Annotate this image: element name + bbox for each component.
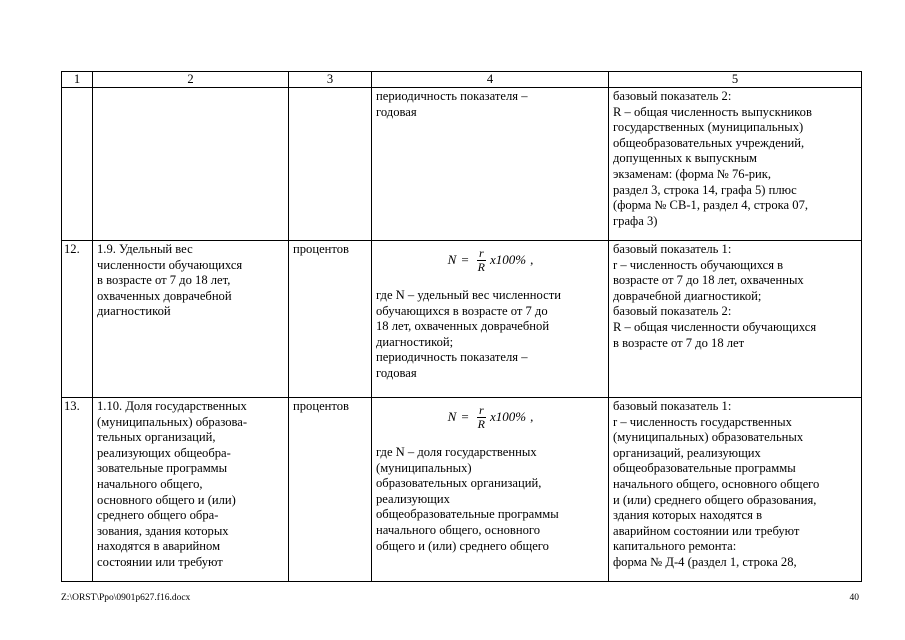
row-number: 12. (62, 241, 93, 398)
row-number (62, 88, 93, 241)
method-description: N = $\frac{r}{R}$ x100% , где N – доля государственных (муниципальных) образовательных организаций, реализующих общеобразовательные программы начального общего, основного общего и (или) среднего общего (372, 398, 609, 582)
table-header-row (62, 72, 862, 88)
file-path: Z:\ORST\Ppo\0901p627.f16.docx (61, 593, 191, 603)
page-footer (61, 591, 861, 605)
row-number: 13. (62, 398, 93, 582)
indicator-name: 1.10. Доля государственных (муниципальных) образова- тельных организаций, реализующих общеобра- зовательные программы начального общего, основного общего и (или) среднего общего обра- зования, здания которых находятся в аварийном состоянии или требуют (93, 398, 289, 582)
page-number: 40 (849, 593, 859, 603)
base-indicators: базовый показатель 2: R – общая численность выпускников государственных (муниципальных) общеобразовательных учреждений, допущенных к выпускным экзаменам: (форма № 76-рик, раздел 3, строка 14, графа 5) плюс (форма № СВ-1, раздел 4, строка 07, графа 3) (609, 88, 862, 241)
base-indicators: базовый показатель 1: r – численность обучающихся в возрасте от 7 до 18 лет, охваченных доврачебной диагностикой; базовый показатель 2: R – общая численности обучающихся в возрасте от 7 до 18 лет (609, 241, 862, 398)
method-description: N = $\frac{r}{R}$ x100% , где N – удельный вес численности обучающихся в возрасте от 7 до 18 лет, охваченных доврачебной диагностикой; периодичность показателя – годовая (372, 241, 609, 398)
header-cell: 3 (289, 72, 372, 88)
table-row (62, 398, 862, 582)
table-row (62, 241, 862, 398)
header-cell: 2 (93, 72, 289, 88)
indicator-name: 1.9. Удельный вес численности обучающихся в возрасте от 7 до 18 лет, охваченных доврачебной диагностикой (93, 241, 289, 398)
unit-of-measure: процентов (289, 398, 372, 582)
indicator-name (93, 88, 289, 241)
formula: N = $\frac{r}{R}$ x100% , (447, 402, 534, 431)
unit-of-measure (289, 88, 372, 241)
base-indicators: базовый показатель 1: r – численность государственных (муниципальных) образовательных организаций, реализующих общеобразовательные программы начального общего, основного общего и (или) среднего общего образования, здания которых находятся в аварийном состоянии или требуют капитального ремонта: форма № Д-4 (раздел 1, строка 28, (609, 398, 862, 582)
table-row (62, 88, 862, 241)
method-description: периодичность показателя – годовая (372, 88, 609, 241)
indicator-table (61, 71, 862, 582)
formula: N = $\frac{r}{R}$ x100% , (447, 245, 534, 274)
header-cell: 5 (609, 72, 862, 88)
header-cell: 1 (62, 72, 93, 88)
header-cell: 4 (372, 72, 609, 88)
unit-of-measure: процентов (289, 241, 372, 398)
